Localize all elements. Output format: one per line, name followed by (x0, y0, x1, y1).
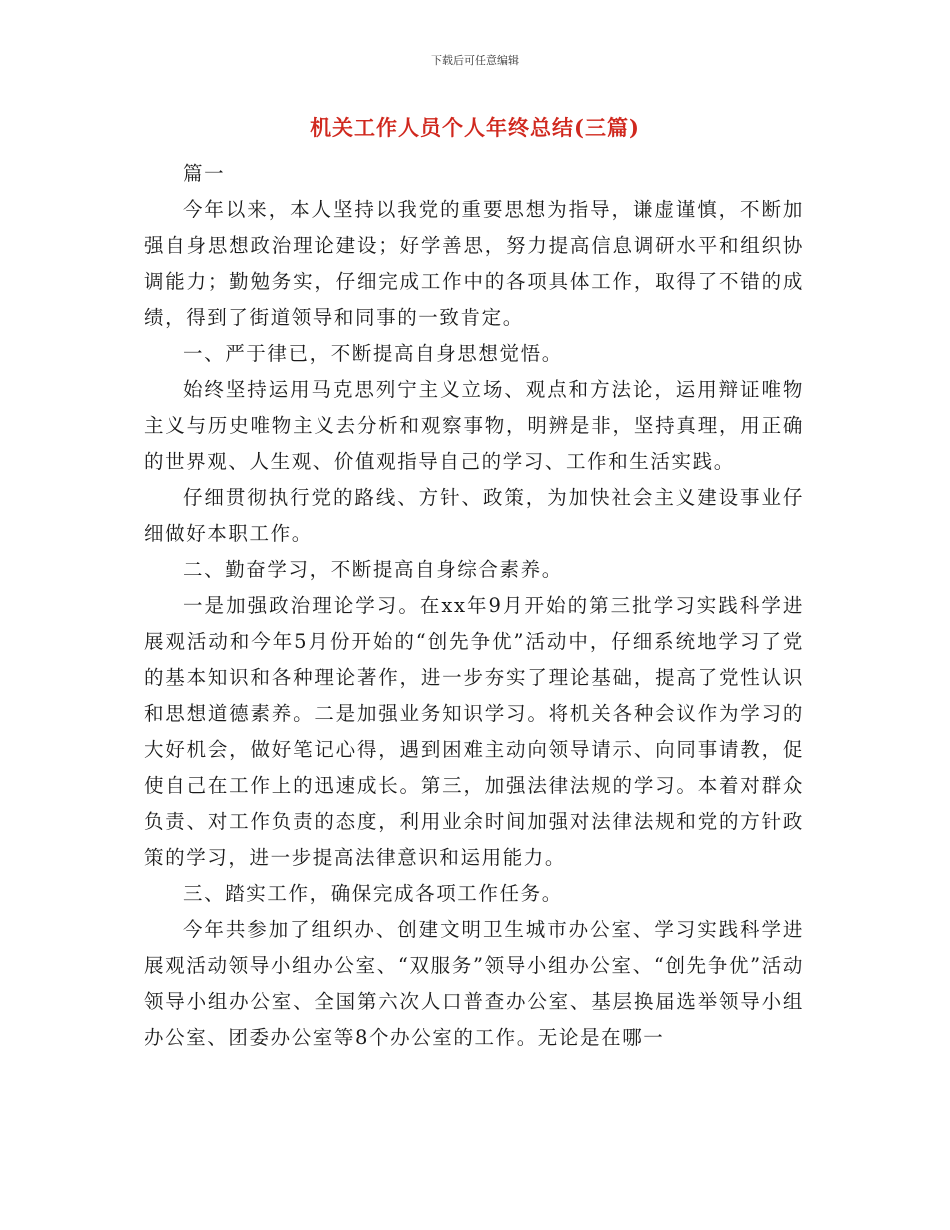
body-paragraph: 始终坚持运用马克思列宁主义立场、观点和方法论，运用辩证唯物主义与历史唯物主义去分析和观察事物，明辨是非，坚持真理，用正确的世界观、人生观、价值观指导自己的学习、工作和生活实践。 (144, 378, 804, 473)
subsection-heading: 三、踏实工作，确保完成各项工作任务。 (183, 882, 563, 905)
page-header-note: 下载后可任意编辑 (431, 54, 519, 67)
document-body (144, 156, 804, 1056)
body-paragraph: 今年以来，本人坚持以我党的重要思想为指导，谦虚谨慎，不断加强自身思想政治理论建设；好学善思，努力提高信息调研水平和组织协调能力；勤勉务实，仔细完成工作中的各项具体工作，取得了不错的成绩，得到了街道领导和同事的一致肯定。 (144, 198, 804, 329)
body-paragraph: 今年共参加了组织办、创建文明卫生城市办公室、学习实践科学进展观活动领导小组办公室、“双服务”领导小组办公室、“创先争优”活动领导小组办公室、全国第六次人口普查办公室、基层换届选举领导小组办公室、团委办公室等8个办公室的工作。无论是在哪一 (144, 918, 804, 1049)
body-paragraph: 仔细贯彻执行党的路线、方针、政策，为加快社会主义建设事业仔细做好本职工作。 (144, 486, 804, 545)
subsection-heading: 一、严于律已，不断提高自身思想觉悟。 (183, 342, 563, 365)
body-paragraph: 一是加强政治理论学习。在xx年9月开始的第三批学习实践科学进展观活动和今年5月份开始的“创先争优”活动中，仔细系统地学习了党的基本知识和各种理论著作，进一步夯实了理论基础，提高了党性认识和思想道德素养。二是加强业务知识学习。将机关各种会议作为学习的大好机会，做好笔记心得，遇到困难主动向领导请示、向同事请教，促使自己在工作上的迅速成长。第三，加强法律法规的学习。本着对群众负责、对工作负责的态度，利用业余时间加强对法律法规和党的方针政策的学习，进一步提高法律意识和运用能力。 (144, 594, 804, 869)
subsection-heading: 二、勤奋学习，不断提高自身综合素养。 (183, 558, 563, 581)
section-heading: 篇一 (183, 162, 226, 185)
document-title: 机关工作人员个人年终总结(三篇) (310, 115, 640, 140)
